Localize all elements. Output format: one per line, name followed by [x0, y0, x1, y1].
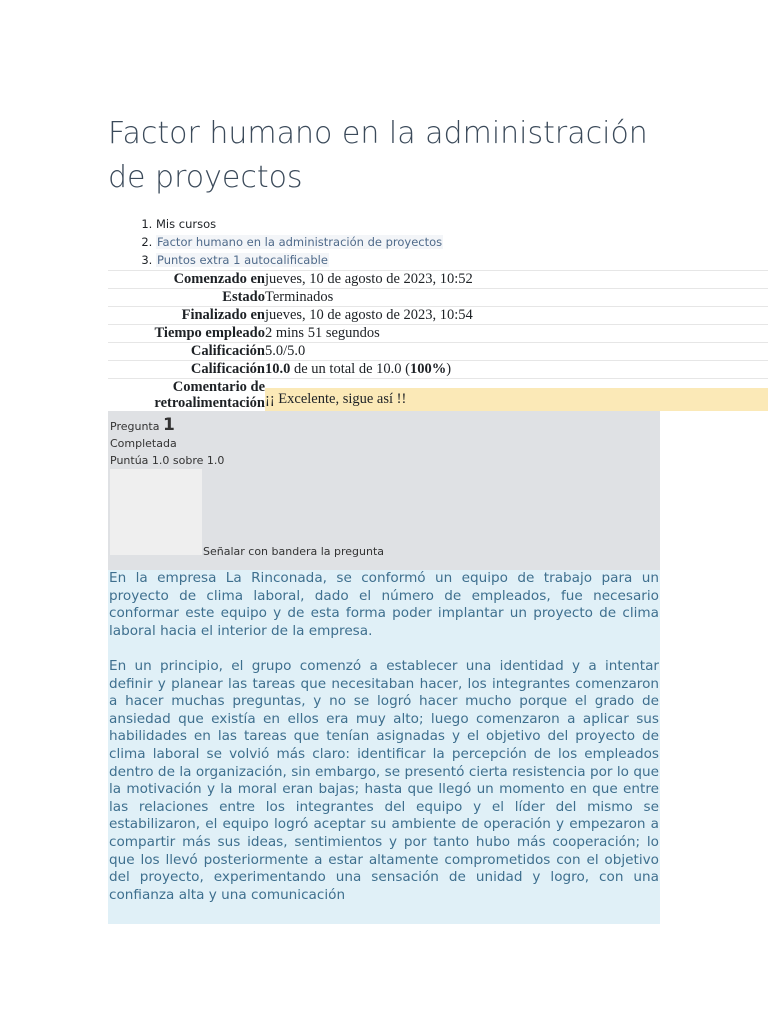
summary-row-finished — [108, 307, 768, 325]
summary-row-started — [108, 271, 768, 289]
question-paragraph: En un principio, el grupo comenzó a establecer una identidad y a intentar definir y planear las tareas que necesitaban hacer, los integrantes comenzaron a hacer muchas preguntas, y no se logró hacer mucho porque el grado de ansiedad que existía en ellos era muy alto; luego comenzaron a aplicar sus habilidades en las tareas que tenían asignadas y el objetivo del proyecto de clima laboral se volvió más claro: identificar la percepción de los empleados dentro de la organización, sin embargo, se presentó cierta resistencia por lo que la motivación y la moral eran bajas; hasta que llegó un momento en que entre las relaciones entre los integrantes del equipo y el líder del mismo se estabilizaron, el equipo logró aceptar su ambiente de operación y empezaron a compartir más sus ideas, sentimientos y por tanto hubo más cooperación; lo que los llevó posteriormente a estar altamente comprometidos con el objetivo del proyecto, experimentando una sensación de unidad y logro, con una confianza alta y una comunicación — [109, 657, 659, 903]
summary-value: Terminados — [265, 289, 768, 307]
flag-icon[interactable] — [110, 469, 202, 555]
summary-value — [265, 361, 768, 379]
grade-close: ) — [446, 361, 452, 377]
summary-row-state — [108, 289, 768, 307]
summary-label: Estado — [108, 289, 265, 307]
feedback-cell — [265, 379, 768, 412]
question-text — [108, 570, 660, 924]
breadcrumb-item-quiz[interactable] — [156, 251, 443, 269]
question-state: Completada — [110, 437, 177, 450]
breadcrumb-label[interactable]: Factor humano en la administración de proyectos — [157, 235, 443, 249]
summary-label: Finalizado en — [108, 307, 265, 325]
breadcrumb-label[interactable]: Mis cursos — [156, 217, 217, 231]
summary-label: Tiempo empleado — [108, 325, 265, 343]
breadcrumb — [108, 215, 443, 269]
question-prefix: Pregunta — [110, 420, 160, 433]
flag-question-link[interactable]: Señalar con bandera la pregunta — [203, 545, 385, 558]
grade-percent: 100% — [409, 361, 447, 377]
question-number — [110, 415, 175, 435]
question-info-panel — [108, 411, 660, 570]
breadcrumb-item-course[interactable] — [156, 233, 443, 251]
feedback-label: Comentario de retroalimentación — [108, 379, 265, 412]
attempt-summary-table — [108, 270, 768, 411]
summary-value: 2 mins 51 segundos — [265, 325, 768, 343]
breadcrumb-item-mis-cursos[interactable] — [156, 215, 443, 233]
summary-row-time-taken — [108, 325, 768, 343]
page-title: Factor humano en la administración de proyectos — [108, 116, 648, 195]
summary-label: Comenzado en — [108, 271, 265, 289]
summary-value: jueves, 10 de agosto de 2023, 10:54 — [265, 307, 768, 325]
question-number-value: 1 — [162, 415, 175, 435]
question-grade: Puntúa 1.0 sobre 1.0 — [110, 454, 225, 467]
grade-value: 10.0 — [265, 361, 291, 377]
summary-row-grade — [108, 361, 768, 379]
summary-row-marks — [108, 343, 768, 361]
breadcrumb-label[interactable]: Puntos extra 1 autocalificable — [157, 253, 328, 267]
feedback-value: ¡¡ Excelente, sigue así !! — [265, 388, 768, 411]
question-paragraph: En la empresa La Rinconada, se conformó un equipo de trabajo para un proyecto de clima laboral, dado el número de empleados, fue necesario conformar este equipo y de esta forma poder implantar un proyecto de clima laboral hacia el interior de la empresa. — [109, 570, 659, 639]
summary-value: 5.0/5.0 — [265, 343, 768, 361]
summary-label: Calificación — [108, 343, 265, 361]
summary-label: Calificación — [108, 361, 265, 379]
summary-row-feedback — [108, 379, 768, 412]
summary-value: jueves, 10 de agosto de 2023, 10:52 — [265, 271, 768, 289]
grade-total: de un total de 10.0 ( — [290, 361, 410, 377]
